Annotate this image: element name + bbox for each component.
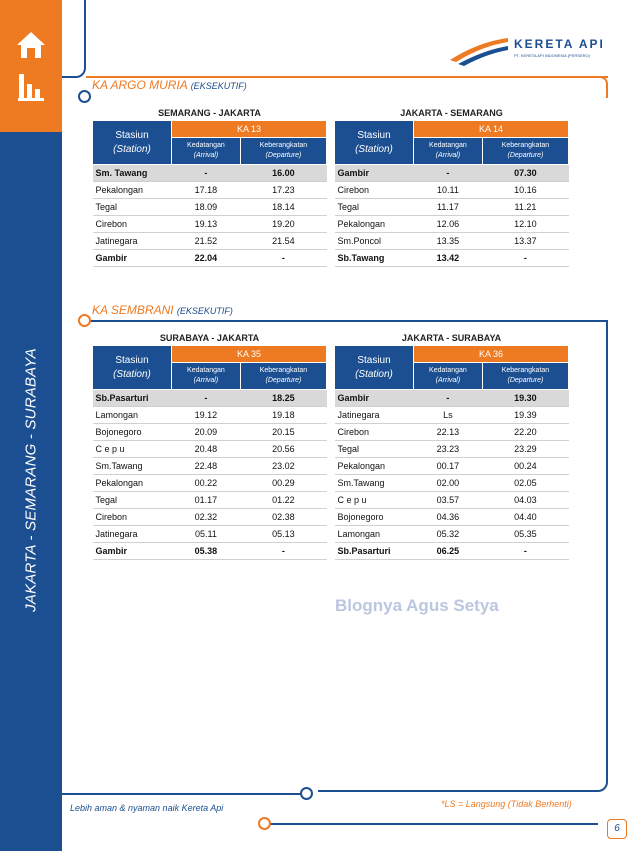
departure-cell: 17.23 xyxy=(240,182,326,199)
table-row xyxy=(93,233,327,250)
rail-footer xyxy=(268,823,598,825)
departure-cell: 22.20 xyxy=(482,424,568,441)
arrival-cell: 13.42 xyxy=(414,250,483,267)
footer-slogan: Lebih aman & nyaman naik Kereta Api xyxy=(70,803,224,813)
route-title: SURABAYA - JAKARTA xyxy=(159,333,260,343)
header-departure: Keberangkatan (Departure) xyxy=(240,138,326,165)
header-station: Stasiun (Station) xyxy=(335,346,414,390)
departure-cell: 21.54 xyxy=(240,233,326,250)
route-title: JAKARTA - SURABAYA xyxy=(401,333,502,343)
departure-cell: 13.37 xyxy=(482,233,568,250)
header-arrival: Kedatangan (Arrival) xyxy=(414,138,483,165)
section-title-argo-muria: KA ARGO MURIA (EKSEKUTIF) xyxy=(92,78,247,92)
departure-cell: 01.22 xyxy=(240,492,326,509)
station-cell: Sb.Pasarturi xyxy=(335,543,414,560)
station-cell: Gambir xyxy=(93,543,172,560)
departure-cell: 23.29 xyxy=(482,441,568,458)
table-row xyxy=(93,424,327,441)
table-row xyxy=(335,492,569,509)
departure-cell: 04.40 xyxy=(482,509,568,526)
departure-cell: 16.00 xyxy=(240,165,326,182)
arrival-cell: 22.48 xyxy=(172,458,241,475)
schedule-table xyxy=(92,106,327,267)
station-cell: Pekalongan xyxy=(335,458,414,475)
schedule-table xyxy=(92,331,327,560)
header-station: Stasiun (Station) xyxy=(335,121,414,165)
header-train-number: KA 14 xyxy=(414,121,569,138)
station-cell: Bojonegoro xyxy=(335,509,414,526)
header-departure: Keberangkatan (Departure) xyxy=(482,363,568,390)
footer-note: *LS = Langsung (Tidak Berhenti) xyxy=(441,799,572,809)
departure-cell: 05.13 xyxy=(240,526,326,543)
arrival-cell: 02.00 xyxy=(414,475,483,492)
sidebar xyxy=(0,0,62,851)
departure-cell: 19.39 xyxy=(482,407,568,424)
arrival-cell: 23.23 xyxy=(414,441,483,458)
table-row xyxy=(93,390,327,407)
arrival-cell: 20.48 xyxy=(172,441,241,458)
station-cell: Gambir xyxy=(335,165,414,182)
departure-cell: 11.21 xyxy=(482,199,568,216)
arrival-cell: Ls xyxy=(414,407,483,424)
train-logo-icon xyxy=(448,34,510,66)
table-row xyxy=(93,441,327,458)
station-cell: Sm.Tawang xyxy=(335,475,414,492)
arrival-cell: 18.09 xyxy=(172,199,241,216)
table-row xyxy=(335,182,569,199)
departure-cell: 07.30 xyxy=(482,165,568,182)
departure-cell: 00.24 xyxy=(482,458,568,475)
departure-cell: 04.03 xyxy=(482,492,568,509)
logo-subtitle: PT. KERETA API INDONESIA (PERSERO) xyxy=(514,53,590,58)
home-icon[interactable] xyxy=(14,28,48,62)
table-row xyxy=(93,492,327,509)
header-arrival: Kedatangan (Arrival) xyxy=(172,138,241,165)
arrival-cell: 22.13 xyxy=(414,424,483,441)
station-cell: Pekalongan xyxy=(93,182,172,199)
rail-dot-2 xyxy=(78,314,91,327)
table-row xyxy=(93,216,327,233)
table-row xyxy=(93,407,327,424)
departure-cell: 00.29 xyxy=(240,475,326,492)
station-cell: Bojonegoro xyxy=(93,424,172,441)
station-cell: Cirebon xyxy=(93,216,172,233)
header-arrival: Kedatangan (Arrival) xyxy=(172,363,241,390)
table-row xyxy=(335,250,569,267)
rail-bottom-right xyxy=(318,770,608,792)
table-row xyxy=(335,165,569,182)
departure-cell: 18.25 xyxy=(240,390,326,407)
arrival-cell: 20.09 xyxy=(172,424,241,441)
station-cell: Jatinegara xyxy=(335,407,414,424)
sidebar-icon-panel xyxy=(0,0,62,132)
arrival-cell: 21.52 xyxy=(172,233,241,250)
table-row xyxy=(93,458,327,475)
arrival-cell: 02.32 xyxy=(172,509,241,526)
table-row xyxy=(335,509,569,526)
station-cell: Lamongan xyxy=(335,526,414,543)
departure-cell: 20.15 xyxy=(240,424,326,441)
arrival-cell: 06.25 xyxy=(414,543,483,560)
watermark: Blognya Agus Setya xyxy=(335,596,499,615)
arrival-cell: 11.17 xyxy=(414,199,483,216)
header-departure: Keberangkatan (Departure) xyxy=(240,363,326,390)
station-cell: Sb.Pasarturi xyxy=(93,390,172,407)
table-row xyxy=(93,199,327,216)
timetable xyxy=(92,120,327,267)
departure-cell: - xyxy=(482,250,568,267)
arrival-cell: 13.35 xyxy=(414,233,483,250)
departure-cell: - xyxy=(240,543,326,560)
table-row xyxy=(335,199,569,216)
departure-cell: 18.14 xyxy=(240,199,326,216)
station-cell: Cirebon xyxy=(335,424,414,441)
arrival-cell: 05.11 xyxy=(172,526,241,543)
arrival-cell: - xyxy=(414,390,483,407)
kereta-api-logo xyxy=(448,34,620,68)
arrival-cell: 05.32 xyxy=(414,526,483,543)
table-row xyxy=(93,182,327,199)
arrival-cell: - xyxy=(172,390,241,407)
station-cell: Cirebon xyxy=(335,182,414,199)
header-train-number: KA 13 xyxy=(172,121,327,138)
arrival-cell: 19.12 xyxy=(172,407,241,424)
arrival-cell: 01.17 xyxy=(172,492,241,509)
station-cell: Pekalongan xyxy=(335,216,414,233)
station-cell: Sm.Poncol xyxy=(335,233,414,250)
route-title: JAKARTA - SEMARANG xyxy=(400,108,503,118)
station-cell: Tegal xyxy=(93,199,172,216)
schedule-table xyxy=(334,106,569,267)
arrival-cell: - xyxy=(172,165,241,182)
table-row xyxy=(335,424,569,441)
departure-cell: 19.18 xyxy=(240,407,326,424)
station-cell: Tegal xyxy=(93,492,172,509)
page-number: 6 xyxy=(607,819,627,839)
station-cell: Sm.Tawang xyxy=(93,458,172,475)
section-title-sembrani: KA SEMBRANI (EKSEKUTIF) xyxy=(92,303,233,317)
schedule-table xyxy=(334,331,569,560)
departure-cell: 19.20 xyxy=(240,216,326,233)
departure-cell: 05.35 xyxy=(482,526,568,543)
arrival-cell: 10.11 xyxy=(414,182,483,199)
rail-right xyxy=(606,322,608,772)
logo-name: KERETA API xyxy=(514,37,605,51)
station-cell: Jatinegara xyxy=(93,526,172,543)
timetable xyxy=(92,345,327,560)
table-row xyxy=(93,475,327,492)
table-row xyxy=(335,216,569,233)
table-row xyxy=(335,233,569,250)
departure-cell: - xyxy=(240,250,326,267)
table-row xyxy=(93,526,327,543)
departure-cell: 02.38 xyxy=(240,509,326,526)
vertical-title: JAKARTA - SEMARANG - SURABAYA xyxy=(22,348,40,612)
station-cell: Gambir xyxy=(335,390,414,407)
arrival-cell: 22.04 xyxy=(172,250,241,267)
timetable xyxy=(334,345,569,560)
station-cell: Sb.Tawang xyxy=(335,250,414,267)
arrival-cell: 12.06 xyxy=(414,216,483,233)
station-cell: Cirebon xyxy=(93,509,172,526)
arrival-cell: 00.17 xyxy=(414,458,483,475)
table-row xyxy=(335,475,569,492)
rail-top-right xyxy=(598,76,608,98)
table-row xyxy=(93,165,327,182)
station-cell: Pekalongan xyxy=(93,475,172,492)
station-cell: Tegal xyxy=(335,441,414,458)
rail-dot-4 xyxy=(258,817,271,830)
arrival-cell: 00.22 xyxy=(172,475,241,492)
table-row xyxy=(335,526,569,543)
table-row xyxy=(335,390,569,407)
arrival-cell: 17.18 xyxy=(172,182,241,199)
arrival-cell: 03.57 xyxy=(414,492,483,509)
station-cell: Sm. Tawang xyxy=(93,165,172,182)
arrival-cell: 19.13 xyxy=(172,216,241,233)
table-row xyxy=(335,407,569,424)
departure-cell: 23.02 xyxy=(240,458,326,475)
rail-dot-1 xyxy=(78,90,91,103)
departure-cell: 02.05 xyxy=(482,475,568,492)
departure-cell: 19.30 xyxy=(482,390,568,407)
rail-top xyxy=(62,0,86,78)
station-cell: Jatinegara xyxy=(93,233,172,250)
station-cell: C e p u xyxy=(335,492,414,509)
header-arrival: Kedatangan (Arrival) xyxy=(414,363,483,390)
arrival-cell: 04.36 xyxy=(414,509,483,526)
header-train-number: KA 36 xyxy=(414,346,569,363)
table-row xyxy=(93,543,327,560)
chart-icon[interactable] xyxy=(14,70,48,104)
table-row xyxy=(335,543,569,560)
table-row xyxy=(335,458,569,475)
table-row xyxy=(93,509,327,526)
route-title: SEMARANG - JAKARTA xyxy=(158,108,261,118)
departure-cell: 20.56 xyxy=(240,441,326,458)
rail-bottom xyxy=(62,793,302,795)
arrival-cell: 05.38 xyxy=(172,543,241,560)
departure-cell: 12.10 xyxy=(482,216,568,233)
station-cell: C e p u xyxy=(93,441,172,458)
table-row xyxy=(335,441,569,458)
header-station: Stasiun (Station) xyxy=(93,121,172,165)
departure-cell: 10.16 xyxy=(482,182,568,199)
timetable xyxy=(334,120,569,267)
header-train-number: KA 35 xyxy=(172,346,327,363)
station-cell: Lamongan xyxy=(93,407,172,424)
station-cell: Gambir xyxy=(93,250,172,267)
header-departure: Keberangkatan (Departure) xyxy=(482,138,568,165)
departure-cell: - xyxy=(482,543,568,560)
rail-mid-horizontal xyxy=(90,320,608,322)
table-row xyxy=(93,250,327,267)
station-cell: Tegal xyxy=(335,199,414,216)
header-station: Stasiun (Station) xyxy=(93,346,172,390)
arrival-cell: - xyxy=(414,165,483,182)
